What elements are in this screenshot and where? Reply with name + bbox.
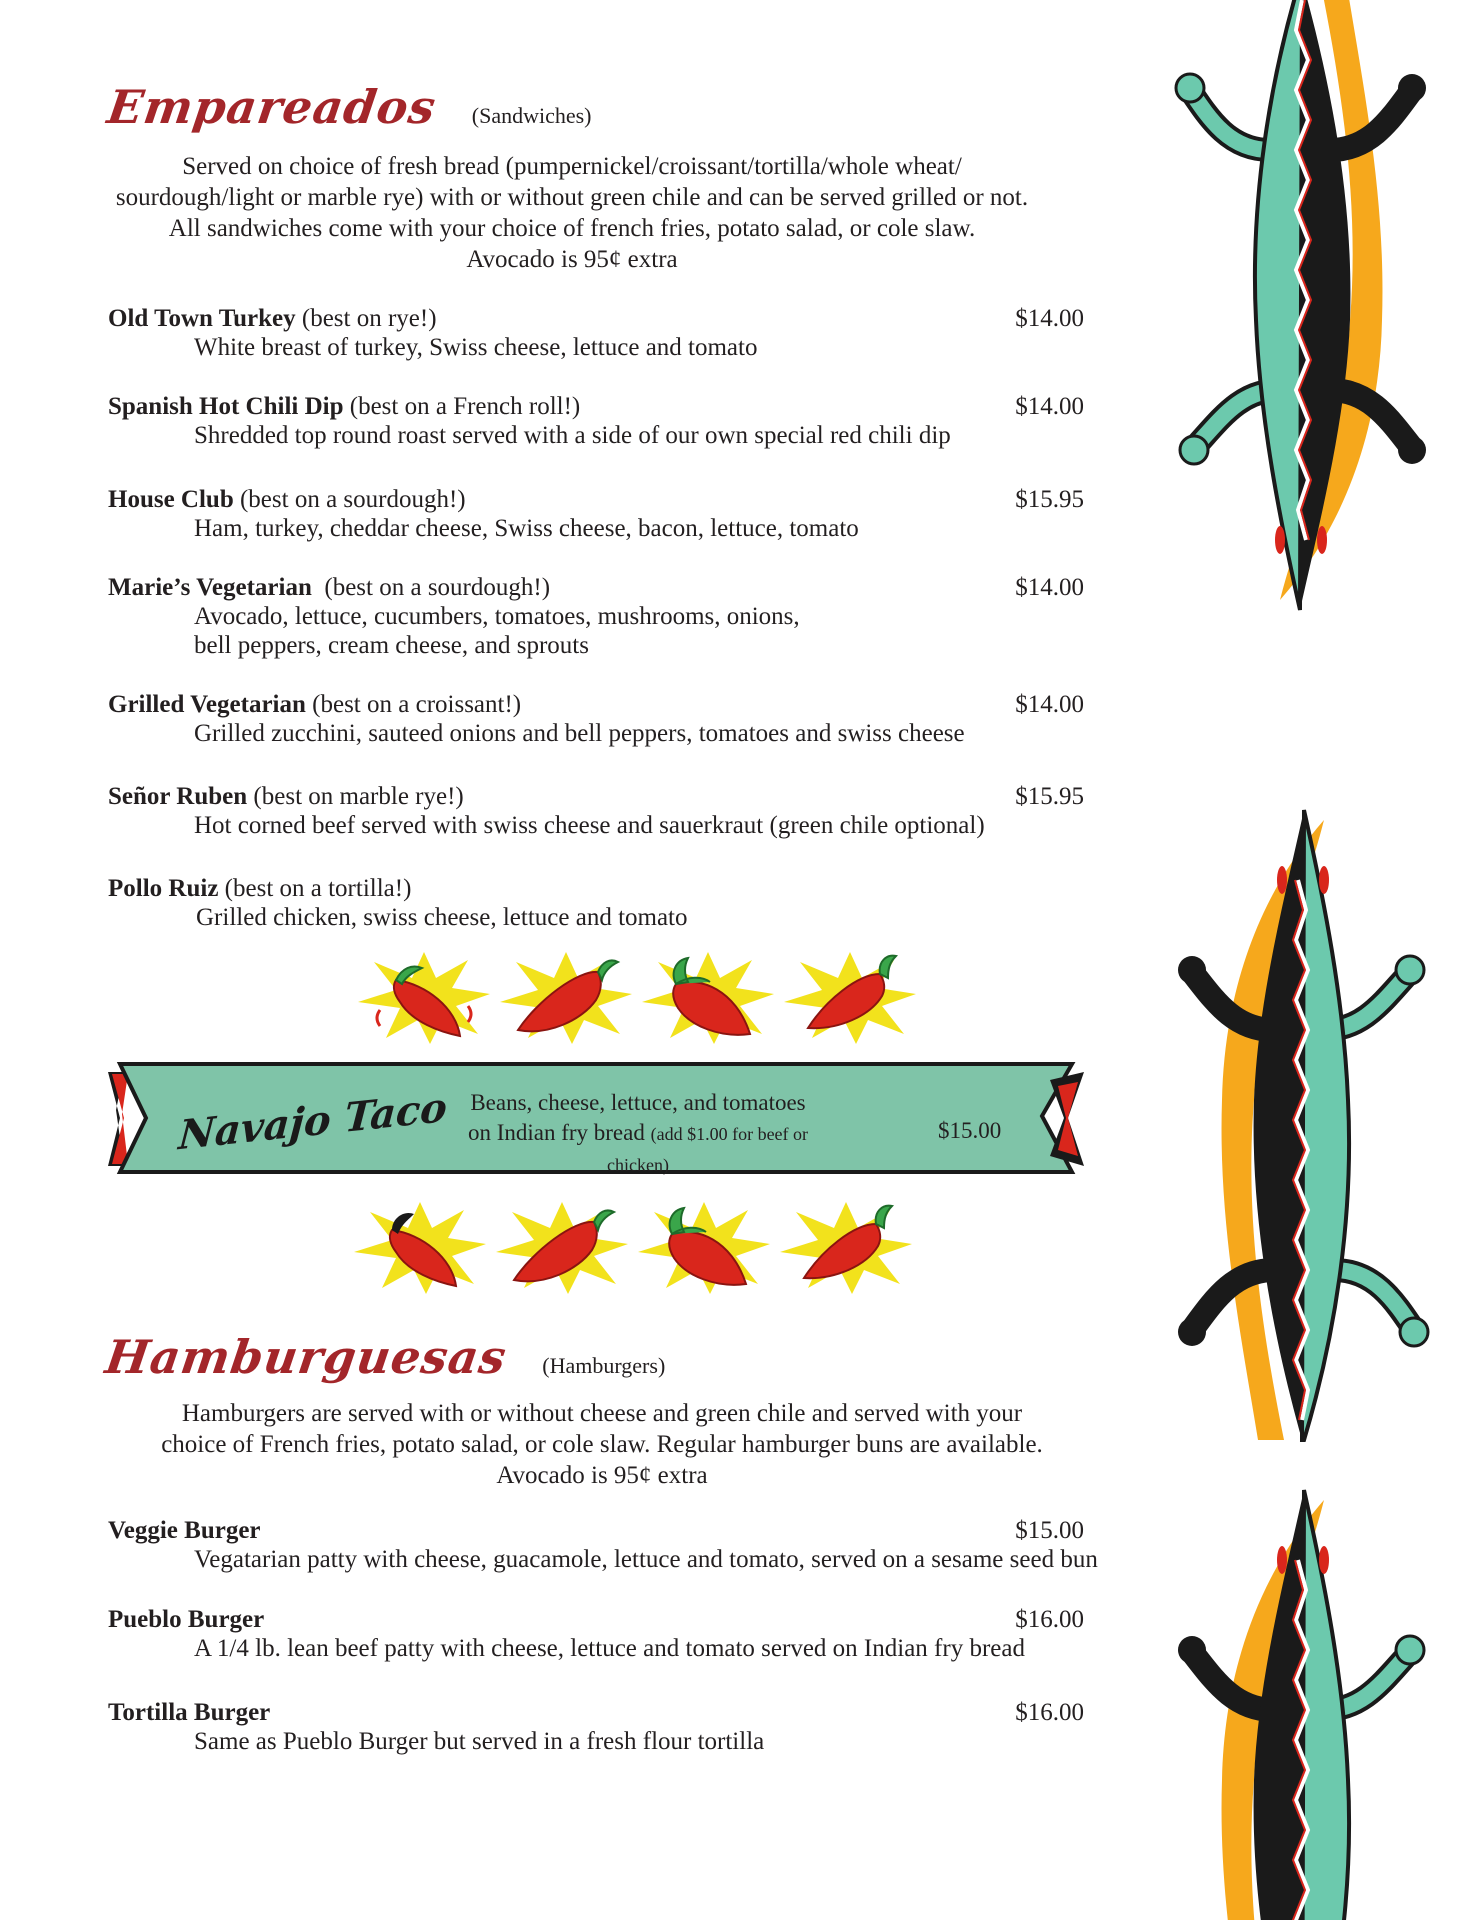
item-description: White breast of turkey, Swiss cheese, lettuce and tomato — [194, 334, 758, 361]
item-note: (best on a French roll!) — [343, 393, 581, 420]
item-note: (best on a tortilla!) — [218, 875, 412, 902]
item-note: (best on a sourdough!) — [233, 486, 466, 513]
chili-row-bottom — [352, 1200, 914, 1296]
intro-line: sourdough/light or marble rye) with or without green chile and can be served grilled or not. — [115, 184, 1029, 211]
item-note: (best on a croissant!) — [305, 691, 522, 718]
item-description: Vegatarian patty with cheese, guacamole, lettuce and tomato, served on a sesame seed bun — [194, 1546, 1098, 1573]
chili-pepper-icon — [640, 950, 776, 1046]
chili-pepper-icon — [494, 1200, 630, 1296]
intro-line: Served on choice of fresh bread (pumpernickel/croissant/tortilla/whole wheat/ — [182, 153, 962, 180]
navajo-taco-banner — [108, 1060, 1084, 1176]
banner-line — [438, 1118, 838, 1180]
item-price: $14.00 — [1015, 393, 1084, 420]
chili-pepper-icon — [352, 1200, 488, 1296]
chili-pepper-icon — [498, 950, 634, 1046]
item-price: $15.95 — [1015, 486, 1084, 513]
item-description: Hot corned beef served with swiss cheese and sauerkraut (green chile optional) — [194, 812, 985, 839]
menu-item — [108, 1698, 1084, 1756]
item-description: Ham, turkey, cheddar cheese, Swiss cheese, bacon, lettuce, tomato — [194, 515, 859, 542]
item-price: $14.00 — [1015, 574, 1084, 601]
chili-pepper-icon — [778, 1200, 914, 1296]
banner-title: Navajo Taco — [177, 1083, 449, 1160]
item-price: $14.00 — [1015, 691, 1084, 718]
banner-line-main: on Indian fry bread — [467, 1120, 645, 1145]
hamburgers-intro — [108, 1398, 1096, 1491]
menu-item — [108, 392, 1084, 450]
item-price: $16.00 — [1015, 1606, 1084, 1633]
item-price: $14.00 — [1015, 305, 1084, 332]
hamburgers-header — [102, 1330, 666, 1384]
intro-line: choice of French fries, potato salad, or cole slaw. Regular hamburger buns are available. — [161, 1431, 1043, 1458]
menu-item — [108, 1605, 1084, 1663]
item-price: $15.95 — [1015, 783, 1084, 810]
item-description: Same as Pueblo Burger but served in a fresh flour tortilla — [194, 1728, 765, 1755]
sandwiches-header — [104, 80, 592, 134]
item-note: (best on rye!) — [295, 305, 437, 332]
banner-line-note: (add $1.00 for beef or chicken) — [607, 1124, 809, 1175]
intro-line: Hamburgers are served with or without cheese and green chile and served with your — [181, 1400, 1023, 1427]
item-description: Grilled chicken, swiss cheese, lettuce and tomato — [196, 904, 688, 931]
item-name: House Club — [108, 486, 234, 513]
banner-line: Beans, cheese, lettuce, and tomatoes — [470, 1090, 806, 1115]
chili-pepper-icon — [782, 950, 918, 1046]
lizard-border — [1150, 0, 1484, 1920]
intro-line: Avocado is 95¢ extra — [466, 246, 678, 273]
item-price: $15.00 — [1015, 1517, 1084, 1544]
sandwiches-intro — [108, 151, 1036, 275]
intro-line: Avocado is 95¢ extra — [496, 1462, 708, 1489]
item-name: Marie’s Vegetarian — [108, 574, 312, 601]
item-description: A 1/4 lb. lean beef patty with cheese, lettuce and tomato served on Indian fry bread — [194, 1635, 1025, 1662]
item-name: Veggie Burger — [108, 1517, 261, 1544]
item-name: Spanish Hot Chili Dip — [108, 393, 344, 420]
menu-item — [108, 573, 1084, 660]
menu-item — [108, 485, 1084, 543]
item-note: (best on marble rye!) — [247, 783, 464, 810]
item-note: (best on a sourdough!) — [311, 574, 551, 601]
chili-pepper-icon — [636, 1200, 772, 1296]
item-price: $16.00 — [1015, 1699, 1084, 1726]
item-name: Pueblo Burger — [108, 1606, 265, 1633]
menu-item — [108, 874, 1084, 932]
banner-price: $15.00 — [938, 1118, 1002, 1143]
lizard-icon — [1150, 0, 1484, 1920]
item-name: Grilled Vegetarian — [108, 691, 306, 718]
chili-row-top — [356, 950, 918, 1046]
menu-item — [108, 304, 1084, 362]
item-name: Tortilla Burger — [108, 1699, 271, 1726]
intro-line: All sandwiches come with your choice of french fries, potato salad, or cole slaw. — [168, 215, 976, 242]
section-subtitle: (Hamburgers) — [542, 1353, 666, 1378]
item-name: Old Town Turkey — [108, 305, 296, 332]
chili-pepper-icon — [356, 950, 492, 1046]
item-description: Grilled zucchini, sauteed onions and bell peppers, tomatoes and swiss cheese — [194, 720, 965, 747]
item-description: Shredded top round roast served with a side of our own special red chili dip — [194, 422, 951, 449]
section-title: Empareados — [104, 80, 440, 134]
menu-item — [108, 782, 1084, 840]
menu-item — [108, 1516, 1098, 1574]
item-name: Señor Ruben — [108, 783, 248, 810]
menu-item — [108, 690, 1084, 748]
section-subtitle: (Sandwiches) — [471, 103, 592, 128]
item-name: Pollo Ruiz — [108, 875, 219, 902]
section-title: Hamburguesas — [102, 1330, 511, 1384]
banner-description — [438, 1088, 838, 1180]
item-description: Avocado, lettuce, cucumbers, tomatoes, mushrooms, onions, — [194, 603, 800, 630]
item-description: bell peppers, cream cheese, and sprouts — [194, 632, 589, 659]
